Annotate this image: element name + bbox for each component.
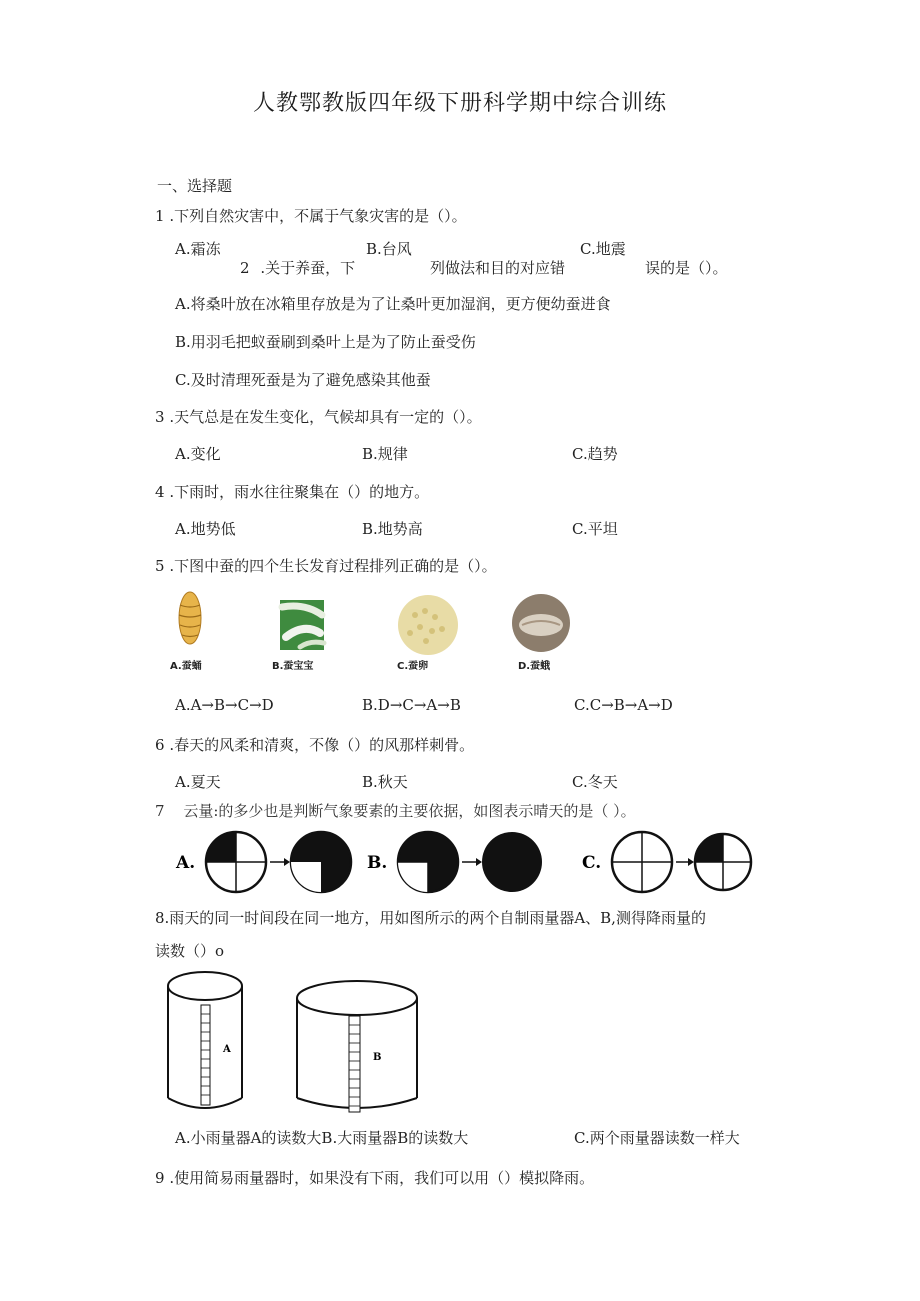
section-heading: 一、选择题 [157, 177, 233, 195]
cloud-circle-a1 [206, 832, 266, 892]
q6-option-a: A.夏天 [175, 773, 221, 791]
cloud-circle-b1 [398, 832, 458, 892]
image-label-d: D.蚕蛾 [518, 661, 551, 672]
rain-gauge-b [297, 981, 417, 1112]
q2-option-a: A.将桑叶放在冰箱里存放是为了让桑叶更加湿润，更方便幼蚕进食 [175, 295, 611, 313]
gauge-label-a: A [223, 1044, 231, 1055]
question-text-part-1: .关于养蚕，下 [260, 259, 356, 277]
page-title: 人教鄂教版四年级下册科学期中综合训练 [253, 91, 668, 116]
diagram-label-c: C. [582, 853, 602, 873]
q4-option-c: C.平坦 [572, 520, 618, 538]
q4-option-b: B.地势高 [362, 520, 423, 538]
rain-gauge-a [168, 972, 242, 1108]
silkworm-moth-image [512, 594, 570, 652]
q1-option-b: B.台风 [366, 240, 412, 258]
q1-option-a: A.霜冻 [175, 240, 221, 258]
question-2-text-part-3: 误的是（）。 [645, 259, 728, 277]
question-6 [155, 734, 474, 755]
cloud-circle-c2 [695, 834, 751, 890]
question-number: 2 [240, 259, 250, 277]
diagram-label-b: B. [367, 853, 388, 873]
cloud-circle-c1 [612, 832, 672, 892]
silkworm-baby-image [280, 600, 324, 650]
q3-option-a: A.变化 [175, 445, 221, 463]
q5-option-a: A.A→B→C→D [175, 696, 274, 714]
q6-option-b: B.秋天 [362, 773, 408, 791]
rain-gauge-diagrams [160, 968, 430, 1118]
diagram-label-a: A. [176, 853, 196, 873]
question-1 [155, 205, 467, 226]
pupa-image [179, 592, 201, 644]
question-text: .春天的风柔和清爽，不像（）的风那样刺骨。 [169, 736, 475, 754]
image-label-b: B.蚕宝宝 [272, 661, 314, 672]
question-8-line-1: 8.雨天的同一时间段在同一地方，用如图所示的两个自制雨量器A、B,测得降雨量的 [155, 909, 706, 927]
question-9 [155, 1167, 594, 1188]
question-number: 6 [155, 736, 165, 754]
question-number: 5 [155, 557, 165, 575]
question-number: 7 [155, 802, 165, 820]
image-label-a: A.蚕蛹 [170, 661, 202, 672]
question-5 [155, 555, 497, 576]
question-4 [155, 481, 429, 502]
q5-option-b: B.D→C→A→B [362, 696, 461, 714]
question-number: 9 [155, 1169, 165, 1187]
question-2 [240, 257, 355, 278]
q5-option-c: C.C→B→A→D [574, 696, 673, 714]
question-text: .下雨时，雨水往往聚集在（）的地方。 [169, 483, 430, 501]
q2-option-b: B.用羽毛把蚁蚕刷到桑叶上是为了防止蚕受伤 [175, 333, 476, 351]
question-text: 云量:的多少也是判断气象要素的主要依据，如图表示晴天的是（ ）。 [183, 802, 636, 820]
question-7 [155, 800, 636, 821]
question-text: .使用简易雨量器时，如果没有下雨，我们可以用（）模拟降雨。 [169, 1169, 595, 1187]
q4-option-a: A.地势低 [175, 520, 236, 538]
gauge-label-b: B [373, 1052, 382, 1063]
question-number: 3 [155, 408, 165, 426]
q6-option-c: C.冬天 [572, 773, 618, 791]
question-3 [155, 406, 482, 427]
question-number: 1 [155, 207, 165, 225]
q1-option-c: C.地震 [580, 240, 626, 258]
q3-option-c: C.趋势 [572, 445, 618, 463]
question-2-text-part-2: 列做法和目的对应错 [430, 259, 566, 277]
cloud-circle-a2 [291, 832, 351, 892]
cloud-cover-diagrams [170, 825, 770, 900]
question-number: 4 [155, 483, 165, 501]
question-text: .下图中蚕的四个生长发育过程排列正确的是（）。 [169, 557, 497, 575]
cloud-circle-b2 [482, 832, 542, 892]
q8-option-ab: A.小雨量器A的读数大B.大雨量器B的读数大 [175, 1129, 469, 1147]
q2-option-c: C.及时清理死蚕是为了避免感染其他蚕 [175, 371, 431, 389]
q8-option-c: C.两个雨量器读数一样大 [574, 1129, 740, 1147]
silkworm-eggs-image [398, 595, 458, 655]
question-text: .下列自然灾害中，不属于气象灾害的是（）。 [169, 207, 467, 225]
question-8-line-2: 读数（）o [155, 942, 225, 960]
q3-option-b: B.规律 [362, 445, 408, 463]
question-text: .天气总是在发生变化，气候却具有一定的（）。 [169, 408, 482, 426]
image-label-c: C.蚕卵 [397, 661, 429, 672]
